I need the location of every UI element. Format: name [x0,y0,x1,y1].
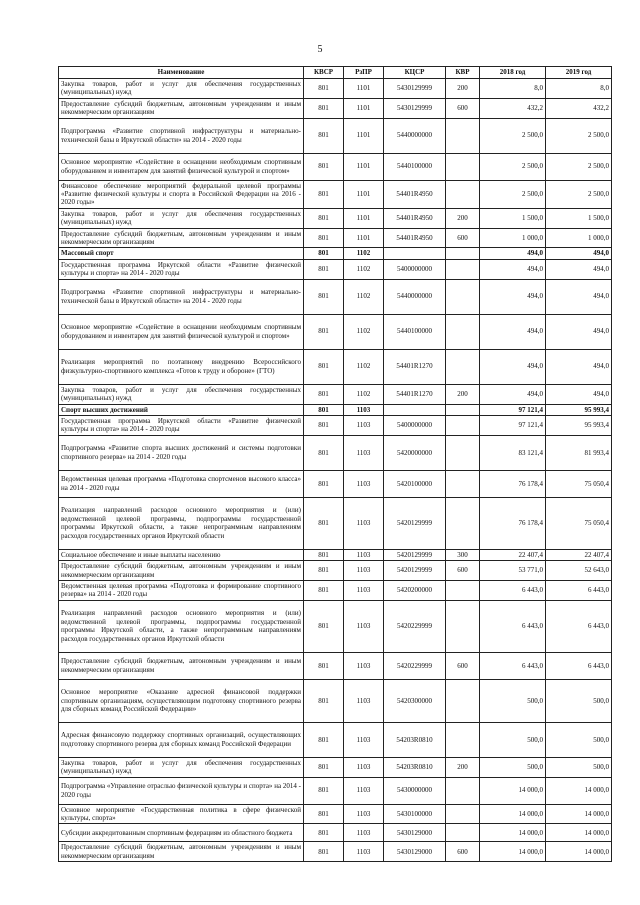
col-header-kvsr: КВСР [304,67,344,79]
cell-kvr [446,259,480,279]
cell-kvr: 600 [446,842,480,862]
cell-2019: 14 000,0 [546,777,612,804]
col-header-name: Наименование [59,67,304,79]
cell-kcsr: 5420229999 [384,600,446,652]
cell-kvr [446,804,480,824]
cell-kcsr: 54401R4950 [384,208,446,228]
cell-kvsr: 801 [304,549,344,560]
cell-kcsr: 54401R4950 [384,180,446,208]
cell-kvsr: 801 [304,415,344,435]
cell-2019: 494,0 [546,248,612,259]
table-row [59,561,612,581]
cell-name: Закупка товаров, работ и услуг для обеспечения государственных (муниципальных) нужд [59,384,304,404]
cell-name: Государственная программа Иркутской области «Развитие физической культуры и спорта» на 2014 - 2020 годы [59,415,304,435]
cell-kcsr: 5430129000 [384,824,446,842]
cell-kvr: 300 [446,549,480,560]
cell-kcsr: 5430100000 [384,804,446,824]
cell-kvr [446,824,480,842]
cell-rzpr: 1103 [344,777,384,804]
cell-kvsr: 801 [304,98,344,118]
cell-kvr [446,153,480,180]
cell-kcsr: 5430129000 [384,842,446,862]
cell-kvr [446,404,480,415]
cell-2019: 500,0 [546,757,612,777]
cell-name: Подпрограмма «Развитие спортивной инфраструктуры и материально- технической базы в Иркутской области» на 2014 - 2020 годы [59,118,304,153]
cell-name: Субсидии аккредитованным спортивным федерациям из областного бюджета [59,824,304,842]
cell-2019: 500,0 [546,679,612,722]
cell-rzpr: 1101 [344,98,384,118]
cell-rzpr: 1103 [344,679,384,722]
cell-2018: 83 121,4 [480,435,546,470]
cell-rzpr: 1103 [344,470,384,497]
cell-kcsr: 5400000000 [384,415,446,435]
cell-kcsr: 5430000000 [384,777,446,804]
cell-rzpr: 1103 [344,415,384,435]
cell-kcsr: 5420000000 [384,435,446,470]
cell-kvsr: 801 [304,470,344,497]
cell-rzpr: 1103 [344,652,384,679]
cell-2019: 52 643,0 [546,561,612,581]
cell-kvr [446,497,480,549]
cell-kvsr: 801 [304,279,344,314]
table-row [59,757,612,777]
cell-2019: 500,0 [546,722,612,757]
cell-kvsr: 801 [304,679,344,722]
cell-rzpr: 1103 [344,580,384,600]
cell-kvr [446,600,480,652]
cell-rzpr: 1103 [344,404,384,415]
cell-kvr [446,349,480,384]
cell-name: Ведомственная целевая программа «Подготовка и формирование спортивного резерва» на 2014 - 2020 годы [59,580,304,600]
cell-kvsr: 801 [304,248,344,259]
cell-kcsr: 5420129999 [384,549,446,560]
cell-kvr [446,415,480,435]
table-row [59,208,612,228]
cell-kcsr: 5400000000 [384,259,446,279]
cell-2019: 494,0 [546,384,612,404]
cell-2018: 6 443,0 [480,600,546,652]
cell-rzpr: 1102 [344,349,384,384]
cell-kvr [446,777,480,804]
cell-2018: 494,0 [480,314,546,349]
cell-2018: 494,0 [480,384,546,404]
cell-name: Государственная программа Иркутской области «Развитие физической культуры и спорта» на 2014 - 2020 годы [59,259,304,279]
cell-rzpr: 1103 [344,600,384,652]
table-row [59,314,612,349]
cell-name: Основное мероприятие «Государственная политика в сфере физической культуры, спорта» [59,804,304,824]
cell-kvr [446,580,480,600]
cell-kcsr [384,404,446,415]
table-row [59,349,612,384]
cell-name: Закупка товаров, работ и услуг для обеспечения государственных (муниципальных) нужд [59,208,304,228]
cell-2019: 2 500,0 [546,180,612,208]
cell-rzpr: 1102 [344,314,384,349]
cell-rzpr: 1101 [344,79,384,99]
table-row [59,153,612,180]
table-row [59,470,612,497]
cell-kvr [446,180,480,208]
cell-kvsr: 801 [304,208,344,228]
cell-kcsr: 5440000000 [384,118,446,153]
cell-kvsr: 801 [304,404,344,415]
cell-2019: 95 993,4 [546,415,612,435]
cell-name: Подпрограмма «Управление отраслью физической культуры и спорта» на 2014 - 2020 годы [59,777,304,804]
cell-2019: 1 500,0 [546,208,612,228]
cell-name: Реализация мероприятий по поэтапному внедрению Всероссийского физкультурно-спортивного комплекса «Готов к труду и обороне» (ГТО) [59,349,304,384]
cell-rzpr: 1103 [344,804,384,824]
cell-name: Финансовое обеспечение мероприятий федеральной целевой программы «Развитие физической культуры и спорта в Российской Федерации на 2016 - 2020 годы» [59,180,304,208]
cell-kvr: 600 [446,98,480,118]
cell-kvsr: 801 [304,561,344,581]
cell-2018: 22 407,4 [480,549,546,560]
cell-kcsr: 5420129999 [384,561,446,581]
table-row [59,600,612,652]
page-number: 5 [317,44,323,55]
cell-name: Реализация направлений расходов основного мероприятия и (или) ведомственной целевой программы, подпрограммы государственной программы Иркутской области, а также непрограммным направлениям расходов государственных органов Иркутской области [59,497,304,549]
col-header-kvr: КВР [446,67,480,79]
cell-kcsr: 5430129999 [384,79,446,99]
cell-2018: 2 500,0 [480,153,546,180]
cell-kvsr: 801 [304,259,344,279]
cell-2018: 6 443,0 [480,580,546,600]
cell-kcsr: 5420129999 [384,497,446,549]
cell-kvr [446,118,480,153]
cell-kvr: 200 [446,208,480,228]
cell-2019: 494,0 [546,259,612,279]
cell-rzpr: 1103 [344,824,384,842]
cell-name: Подпрограмма «Развитие спортивной инфраструктуры и материально- технической базы в Иркутской области» на 2014 - 2020 годы [59,279,304,314]
cell-kvsr: 801 [304,384,344,404]
cell-2019: 494,0 [546,349,612,384]
table-row [59,824,612,842]
cell-kvsr: 801 [304,757,344,777]
cell-kvsr: 801 [304,652,344,679]
cell-name: Предоставление субсидий бюджетным, автономным учреждениям и иным некоммерческим организациям [59,228,304,248]
cell-2019: 75 050,4 [546,497,612,549]
cell-name: Предоставление субсидий бюджетным, автономным учреждениям и иным некоммерческим организациям [59,652,304,679]
cell-2018: 1 000,0 [480,228,546,248]
table-row [59,248,612,259]
cell-kcsr: 54401R1270 [384,384,446,404]
cell-2019: 6 443,0 [546,580,612,600]
cell-2018: 494,0 [480,279,546,314]
cell-kvsr: 801 [304,497,344,549]
table-row [59,279,612,314]
cell-kvr: 600 [446,652,480,679]
cell-2019: 14 000,0 [546,804,612,824]
cell-kcsr: 54401R4950 [384,228,446,248]
table-row [59,180,612,208]
cell-kvsr: 801 [304,153,344,180]
table-row [59,580,612,600]
cell-kvr: 200 [446,384,480,404]
cell-2018: 14 000,0 [480,804,546,824]
cell-kvsr: 801 [304,600,344,652]
cell-rzpr: 1101 [344,208,384,228]
cell-kvr [446,470,480,497]
budget-table [58,66,612,862]
cell-name: Основное мероприятие «Оказание адресной финансовой поддержки спортивным организациям, осуществляющим подготовку спортивного резерва для сборных команд Российской Федерации» [59,679,304,722]
cell-kvr: 200 [446,79,480,99]
table-header-row [59,67,612,79]
cell-kcsr: 5440000000 [384,279,446,314]
table-row [59,228,612,248]
cell-2019: 2 500,0 [546,118,612,153]
cell-kvr: 600 [446,561,480,581]
cell-2018: 8,0 [480,79,546,99]
cell-kcsr: 5440100000 [384,314,446,349]
cell-2018: 2 500,0 [480,180,546,208]
cell-kcsr [384,248,446,259]
cell-rzpr: 1103 [344,497,384,549]
cell-name: Подпрограмма «Развитие спорта высших достижений и системы подготовки спортивного резерва» на 2014 - 2020 годы [59,435,304,470]
cell-kcsr: 5420229999 [384,652,446,679]
cell-2019: 81 993,4 [546,435,612,470]
cell-2019: 95 993,4 [546,404,612,415]
table-row [59,549,612,560]
cell-name: Основное мероприятие «Содействие в оснащении необходимым спортивным оборудованием и инвентарем для занятий физической культурой и спортом» [59,314,304,349]
cell-kvr [446,314,480,349]
cell-2019: 14 000,0 [546,824,612,842]
cell-kvr [446,722,480,757]
cell-2018: 494,0 [480,349,546,384]
table-row [59,804,612,824]
table-row [59,98,612,118]
cell-2018: 494,0 [480,248,546,259]
col-header-2018: 2018 год [480,67,546,79]
table-row [59,259,612,279]
cell-2019: 6 443,0 [546,600,612,652]
cell-2018: 1 500,0 [480,208,546,228]
cell-kvsr: 801 [304,580,344,600]
cell-rzpr: 1101 [344,180,384,208]
cell-kvr: 200 [446,757,480,777]
col-header-2019: 2019 год [546,67,612,79]
cell-kcsr: 5420200000 [384,580,446,600]
table-row [59,415,612,435]
table-row [59,79,612,99]
cell-name: Предоставление субсидий бюджетным, автономным учреждениям и иным некоммерческим организациям [59,561,304,581]
cell-rzpr: 1103 [344,757,384,777]
cell-2018: 2 500,0 [480,118,546,153]
cell-kvsr: 801 [304,180,344,208]
cell-2018: 500,0 [480,757,546,777]
cell-kvsr: 801 [304,777,344,804]
cell-kvr: 600 [446,228,480,248]
cell-2019: 2 500,0 [546,153,612,180]
table-row [59,118,612,153]
cell-kvsr: 801 [304,824,344,842]
cell-rzpr: 1103 [344,722,384,757]
cell-2019: 494,0 [546,279,612,314]
col-header-rzpr: РзПР [344,67,384,79]
cell-2018: 500,0 [480,679,546,722]
cell-rzpr: 1103 [344,549,384,560]
cell-name: Адресная финансовую поддержку спортивных организаций, осуществляющих подготовку спортивного резерва для сборных команд Российской Федерации [59,722,304,757]
cell-name: Основное мероприятие «Содействие в оснащении необходимым спортивным оборудованием и инвентарем для занятий физической культурой и спортом» [59,153,304,180]
cell-name: Спорт высших достижений [59,404,304,415]
cell-name: Закупка товаров, работ и услуг для обеспечения государственных (муниципальных) нужд [59,79,304,99]
cell-kvr [446,279,480,314]
cell-2018: 432,2 [480,98,546,118]
cell-rzpr: 1102 [344,248,384,259]
cell-rzpr: 1102 [344,384,384,404]
cell-2018: 494,0 [480,259,546,279]
cell-rzpr: 1101 [344,228,384,248]
cell-rzpr: 1103 [344,561,384,581]
cell-2019: 494,0 [546,314,612,349]
cell-kcsr: 54203R0810 [384,757,446,777]
cell-name: Социальное обеспечение и иные выплаты населению [59,549,304,560]
cell-2019: 8,0 [546,79,612,99]
cell-name: Реализация направлений расходов основного мероприятия и (или) ведомственной целевой программы, подпрограммы государственной программы Иркутской области, а также непрограммным направлениям расходов государственных органов Иркутской области [59,600,304,652]
table-row [59,679,612,722]
cell-kvsr: 801 [304,228,344,248]
table-row [59,384,612,404]
cell-kvr [446,679,480,722]
cell-kvsr: 801 [304,435,344,470]
table-row [59,404,612,415]
cell-rzpr: 1101 [344,118,384,153]
cell-kvsr: 801 [304,118,344,153]
cell-kvr [446,435,480,470]
cell-kvsr: 801 [304,314,344,349]
cell-kcsr: 5420100000 [384,470,446,497]
cell-2018: 97 121,4 [480,404,546,415]
table-row [59,842,612,862]
cell-name: Массовый спорт [59,248,304,259]
cell-rzpr: 1101 [344,153,384,180]
cell-2018: 14 000,0 [480,824,546,842]
cell-kvsr: 801 [304,842,344,862]
cell-rzpr: 1103 [344,435,384,470]
cell-kvsr: 801 [304,349,344,384]
col-header-kcsr: КЦСР [384,67,446,79]
cell-2018: 6 443,0 [480,652,546,679]
cell-2019: 14 000,0 [546,842,612,862]
cell-kcsr: 54401R1270 [384,349,446,384]
cell-kvr [446,248,480,259]
cell-kvsr: 801 [304,722,344,757]
cell-2018: 500,0 [480,722,546,757]
cell-2018: 53 771,0 [480,561,546,581]
table-row [59,722,612,757]
cell-rzpr: 1102 [344,279,384,314]
cell-name: Предоставление субсидий бюджетным, автономным учреждениям и иным некоммерческим организациям [59,842,304,862]
table-row [59,435,612,470]
cell-2019: 75 050,4 [546,470,612,497]
cell-2018: 14 000,0 [480,842,546,862]
cell-2019: 6 443,0 [546,652,612,679]
cell-2018: 97 121,4 [480,415,546,435]
cell-2018: 14 000,0 [480,777,546,804]
table-row [59,652,612,679]
cell-rzpr: 1103 [344,842,384,862]
cell-kcsr: 54203R0810 [384,722,446,757]
cell-name: Ведомственная целевая программа «Подготовка спортсменов высокого класса» на 2014 - 2020 годы [59,470,304,497]
table-body [59,79,612,862]
table-row [59,777,612,804]
cell-kcsr: 5420300000 [384,679,446,722]
cell-kcsr: 5430129999 [384,98,446,118]
cell-2018: 76 178,4 [480,470,546,497]
cell-2018: 76 178,4 [480,497,546,549]
cell-rzpr: 1102 [344,259,384,279]
cell-2019: 22 407,4 [546,549,612,560]
cell-kvsr: 801 [304,804,344,824]
cell-2019: 1 000,0 [546,228,612,248]
cell-2019: 432,2 [546,98,612,118]
cell-kcsr: 5440100000 [384,153,446,180]
cell-kvsr: 801 [304,79,344,99]
cell-name: Закупка товаров, работ и услуг для обеспечения государственных (муниципальных) нужд [59,757,304,777]
cell-name: Предоставление субсидий бюджетным, автономным учреждениям и иным некоммерческим организациям [59,98,304,118]
table-row [59,497,612,549]
